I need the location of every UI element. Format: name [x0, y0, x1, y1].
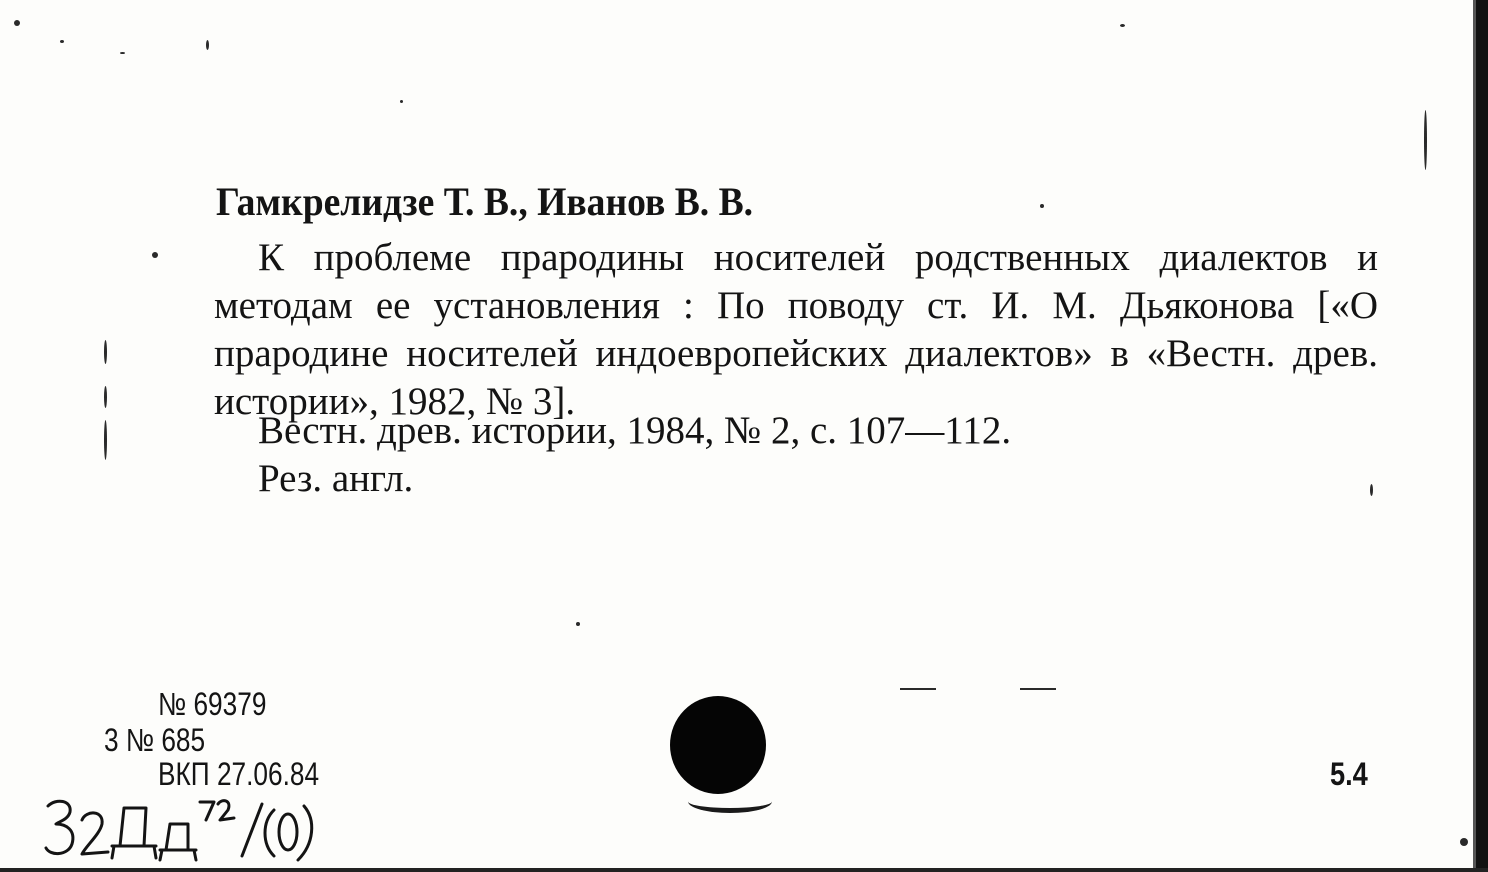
speckle: [1040, 204, 1044, 208]
speckle: [104, 420, 107, 460]
speckle: [1020, 688, 1056, 690]
speckle: [576, 622, 580, 626]
speckle: [1460, 838, 1468, 846]
record-number: 3 № 685: [104, 722, 206, 758]
registry-date: ВКП 27.06.84: [158, 756, 320, 792]
speckle: [104, 386, 107, 408]
speckle: [120, 52, 125, 54]
handwritten-shelfmark: [42, 790, 322, 866]
classification-code: 5.4: [1330, 756, 1368, 792]
accession-number: № 69379: [158, 686, 267, 722]
punch-hole-shadow: [688, 790, 772, 813]
speckle: [152, 252, 158, 258]
speckle: [1424, 110, 1427, 170]
scan-edge-bottom: [0, 868, 1488, 872]
scan-edge-right: [1476, 0, 1488, 872]
speckle: [104, 340, 107, 364]
punch-hole-icon: [670, 696, 766, 794]
title-description: К проблеме прародины носителей родственных диалектов и методам ее установления : По поводу ст. И. М. Дьяконова [«О прародине носителей индоевропейских диалектов» в «Вестн. древ. истории», 1982, № 3].: [214, 236, 1378, 423]
speckle: [400, 100, 403, 103]
speckle: [1370, 484, 1373, 496]
speckle: [1120, 24, 1125, 27]
speckle: [206, 40, 209, 50]
speckle: [14, 20, 20, 26]
author-line: Гамкрелидзе Т. В., Иванов В. В.: [216, 179, 754, 224]
source-citation: Вестн. древ. истории, 1984, № 2, с. 107—112.: [258, 409, 1012, 452]
speckle: [60, 40, 64, 43]
speckle: [900, 688, 936, 690]
summary-note: Рез. англ.: [258, 457, 414, 500]
